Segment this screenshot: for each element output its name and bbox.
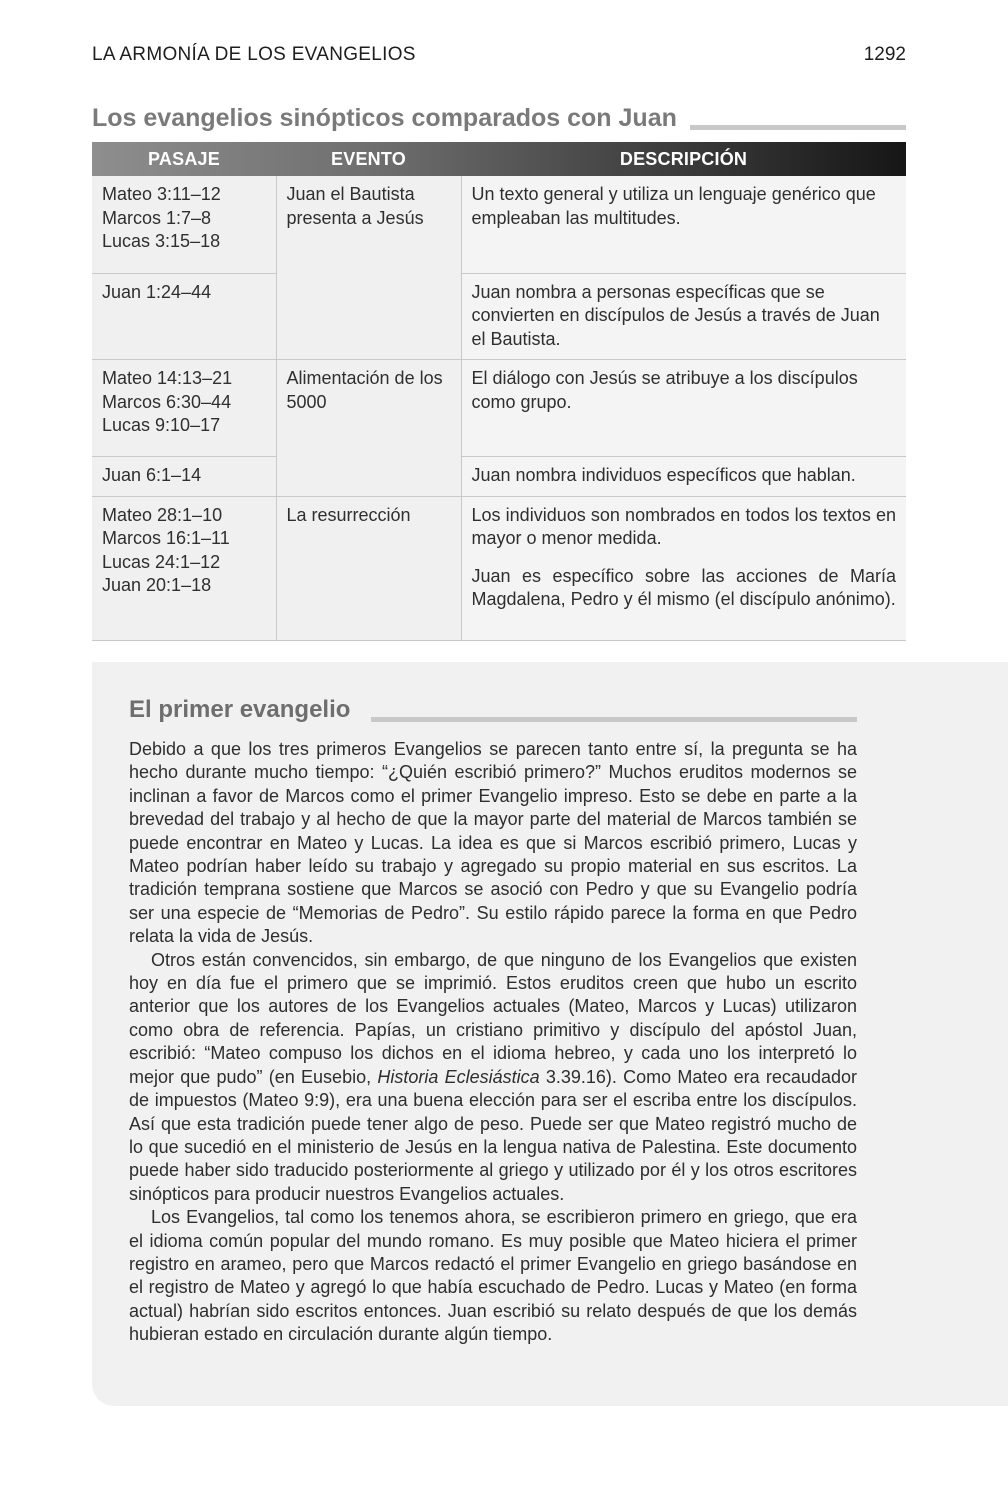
section-title-synoptics — [92, 104, 906, 138]
description-cell — [461, 496, 906, 640]
passage-cell — [92, 360, 276, 457]
passage-cell — [92, 176, 276, 273]
column-header-descripcion: DESCRIPCIÓN — [619, 148, 748, 169]
book-title-italic: Historia Eclesiástica — [377, 1066, 540, 1087]
paragraph: Los Evangelios, tal como los tenemos ahora, se escribieron primero en griego, que era el idioma común popular del mundo romano. Es muy posible que Mateo hiciera el primer registro en arameo, pero que Marcos redactó el primer Evangelio en griego basándose en el registro de Mateo y agregó lo que había escuchado de Pedro. Lucas y Mateo (en forma actual) habrían sido escritos entonces. Juan escribió su relato después de que los demás hubieran estado en circulación durante algún tiempo. — [129, 1207, 857, 1345]
passage-ref: Mateo 3:11–12 — [102, 184, 221, 204]
article-body — [129, 738, 857, 1347]
passage-ref: Marcos 1:7–8 — [102, 207, 212, 228]
passage-ref: Mateo 28:1–10 — [102, 504, 223, 525]
passage-ref: Lucas 3:15–18 — [102, 231, 221, 251]
column-header-pasaje: PASAJE — [148, 148, 220, 169]
table-row — [92, 360, 906, 457]
passage-ref: Lucas 24:1–12 — [102, 551, 221, 572]
description-text: Juan es específico sobre las acciones de María Magdalena, Pedro y él mismo (el discípulo anónimo). — [471, 565, 896, 609]
passage-cell — [92, 273, 276, 360]
passage-ref: Mateo 14:13–21 — [102, 368, 233, 388]
passage-ref: Marcos 16:1–11 — [102, 528, 230, 548]
comparison-table — [92, 142, 906, 641]
paragraph — [129, 949, 857, 1206]
book-title: LA ARMONÍA DE LOS EVANGELIOS — [92, 44, 416, 65]
table-row — [92, 457, 906, 497]
table-row — [92, 496, 906, 640]
title-rule — [690, 125, 906, 130]
passage-ref: Juan 1:24–44 — [102, 281, 212, 302]
title-rule — [371, 717, 857, 722]
event-cell: Alimentación de los 5000 — [276, 360, 461, 497]
passage-cell — [92, 457, 276, 497]
description-text: Los individuos son nombrados en todos los textos en mayor o menor medida. — [471, 504, 896, 548]
passage-ref: Marcos 6:30–44 — [102, 391, 232, 412]
description-cell: Juan nombra individuos específicos que hablan. — [461, 457, 906, 497]
running-head — [92, 44, 906, 72]
section-title-text: Los evangelios sinópticos comparados con Juan — [92, 104, 685, 133]
paragraph: Debido a que los tres primeros Evangelios se parecen tanto entre sí, la pregunta se ha hecho durante mucho tiempo: “¿Quién escribió primero?” Muchos eruditos modernos se inclinan a favor de Marcos como el primer Evangelio impreso. Esto se debe en parte a la brevedad del trabajo y al hecho de que la mayor parte del material de Marcos también se puede encontrar en Mateo y Lucas. La idea es que si Marcos escribió primero, Lucas y Mateo podrían haber leído su trabajo y agregado su propio material en sus escritos. La tradición temprana sostiene que Marcos se asoció con Pedro y que su Evangelio podría ser una especie de “Memorias de Pedro”. Su estilo rápido parece la forma en que Pedro relata la vida de Jesús. — [129, 739, 857, 947]
text-run: 3.39.16). Como Mateo era recaudador de impuestos (Mateo 9:9), era una buena elección para ser el escriba entre los discípulos. Así que esta tradición puede tener algo de peso. Puede ser que Mateo registró mucho de lo que sucedió en el ministerio de Jesús en la lengua nativa de Palestina. Este documento puede haber sido traducido posteriormente al griego y utilizado por él y los otros escritores sinópticos para producir nuestros Evangelios actuales. — [129, 1066, 857, 1204]
table-row — [92, 273, 906, 360]
table-header-row — [92, 142, 906, 176]
passage-ref: Juan 20:1–18 — [102, 575, 212, 595]
page-number: 1292 — [863, 44, 906, 65]
text-run: Otros están convencidos, sin embargo, de que ninguno de los Evangelios que existen hoy en día fue el primero que se imprimió. Estos eruditos creen que hubo un escrito anterior que los autores de los Evangelios actuales (Mateo, Marcos y Lucas) utilizaron como obra de referencia. Papías, un cristiano primitivo y discípulo del apóstol Juan, escribió: “Mateo compuso los dichos en el idioma hebreo, y cada uno los interpretó lo mejor que pudo” (en Eusebio, — [129, 949, 857, 1087]
section-title-primer-evangelio — [129, 696, 857, 730]
event-cell: Juan el Bautista presenta a Jesús — [276, 176, 461, 360]
passage-cell — [92, 496, 276, 640]
description-cell: Juan nombra a personas específicas que se convierten en discípulos de Jesús a través de Juan el Bautista. — [461, 273, 906, 360]
passage-ref: Lucas 9:10–17 — [102, 415, 221, 435]
column-header-evento: EVENTO — [331, 148, 406, 169]
section-title-text: El primer evangelio — [129, 696, 358, 724]
description-cell: El diálogo con Jesús se atribuye a los discípulos como grupo. — [461, 360, 906, 457]
table-row — [92, 176, 906, 273]
event-cell: La resurrección — [276, 496, 461, 640]
description-cell: Un texto general y utiliza un lenguaje genérico que empleaban las multitudes. — [461, 176, 906, 273]
passage-ref: Juan 6:1–14 — [102, 465, 202, 485]
